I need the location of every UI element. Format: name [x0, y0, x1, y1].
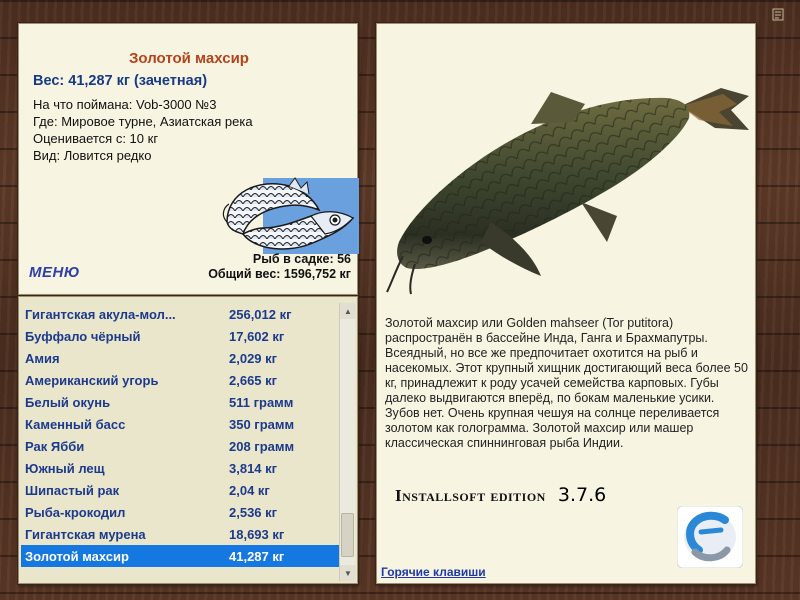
- catch-item-weight: 256,012 кг: [229, 306, 292, 322]
- catch-item-name: Рак Ябби: [25, 438, 85, 454]
- catch-item-weight: 2,04 кг: [229, 482, 270, 498]
- catch-list-item[interactable]: [21, 501, 339, 523]
- location-line: Где: Мировое турне, Азиатская река: [33, 114, 253, 129]
- catch-list-item[interactable]: [21, 325, 339, 347]
- catch-list-item[interactable]: [21, 347, 339, 369]
- catch-item-name: Гигантская мурена: [25, 526, 146, 542]
- catch-list-item[interactable]: [21, 369, 339, 391]
- catch-item-weight: 3,814 кг: [229, 460, 278, 476]
- catch-item-name: Американский угорь: [25, 372, 159, 388]
- species-line: Вид: Ловится редко: [33, 148, 152, 163]
- catch-list-item[interactable]: [21, 413, 339, 435]
- catch-list-item[interactable]: [21, 435, 339, 457]
- window-corner-mark: [772, 8, 784, 22]
- fish-detail-panel: [376, 23, 756, 584]
- catch-list-item[interactable]: [21, 479, 339, 501]
- catch-item-weight: 17,602 кг: [229, 328, 285, 344]
- estimate-line: Оценивается с: 10 кг: [33, 131, 159, 146]
- catch-list-scrollbar[interactable]: [339, 303, 355, 581]
- keepnet-count: Рыб в садке: 56: [252, 252, 351, 266]
- catch-item-name: Буффало чёрный: [25, 328, 141, 344]
- catch-item-weight: 2,665 кг: [229, 372, 278, 388]
- catch-item-weight: 2,536 кг: [229, 504, 278, 520]
- catch-item-weight: 2,029 кг: [229, 350, 278, 366]
- catch-item-name: Южный лещ: [25, 460, 105, 476]
- catch-item-weight: 350 грамм: [229, 416, 295, 432]
- installsoft-logo-icon: [677, 506, 743, 573]
- hotkeys-link[interactable]: Горячие клавиши: [381, 565, 486, 579]
- catch-item-name: Рыба-крокодил: [25, 504, 126, 520]
- catch-list-item[interactable]: [21, 545, 339, 567]
- fish-name-title: Золотой махсир: [129, 50, 249, 67]
- catch-list-item[interactable]: [21, 457, 339, 479]
- catch-item-name: Шипастый рак: [25, 482, 120, 498]
- catch-item-name: Гигантская акула-мол...: [25, 306, 176, 322]
- fish-photo: [381, 46, 753, 301]
- catch-item-weight: 41,287 кг: [229, 548, 285, 564]
- version-number: 3.7.6: [557, 484, 607, 506]
- fish-meta: [33, 96, 253, 164]
- catch-info-panel: [18, 23, 358, 295]
- catch-item-name: Золотой махсир: [25, 548, 129, 564]
- scroll-down-icon[interactable]: ▼: [340, 565, 356, 581]
- edition-label: [395, 484, 705, 510]
- bait-line: На что поймана: Vob-3000 №3: [33, 97, 217, 112]
- catch-list-item[interactable]: [21, 303, 339, 325]
- catch-item-weight: 511 грамм: [229, 394, 294, 410]
- fish-emblem-icon: [219, 176, 359, 261]
- fish-weight: Вес: 41,287 кг (зачетная): [33, 73, 208, 89]
- catch-item-weight: 18,693 кг: [229, 526, 285, 542]
- catch-item-name: Каменный басс: [25, 416, 126, 432]
- catch-list: [21, 303, 339, 575]
- catch-item-weight: 208 грамм: [229, 438, 295, 454]
- catch-item-name: Белый окунь: [25, 394, 111, 410]
- menu-button[interactable]: МЕНЮ: [29, 264, 80, 281]
- keepnet-total-weight: Общий вес: 1596,752 кг: [208, 267, 351, 281]
- scroll-up-icon[interactable]: ▲: [340, 303, 356, 319]
- fish-description: Золотой махсир или Golden mahseer (Tor putitora) распространён в бассейне Инда, Ганга и Брахмапутры. Всеядный, но все же предпочитает охотится на рыб и насекомых. Этот крупный хищник достигающий веса более 50 кг, принадлежит к роду усачей семейства карповых. Губы далеко выдвигаются вперёд, по бокам маленькие усики. Зубов нет. Очень крупная чешуя на солнце переливается золотом как голограмма. Золотой махсир или машер классическая спиннинговая рыба Индии.: [385, 316, 748, 450]
- keepnet-stats: [208, 252, 351, 282]
- catch-list-item[interactable]: [21, 391, 339, 413]
- catch-list-item[interactable]: [21, 523, 339, 545]
- edition-name: Installsoft edition: [395, 486, 546, 505]
- catch-item-name: Амия: [25, 350, 60, 366]
- scroll-thumb[interactable]: [341, 513, 354, 557]
- catch-list-panel: [18, 296, 358, 584]
